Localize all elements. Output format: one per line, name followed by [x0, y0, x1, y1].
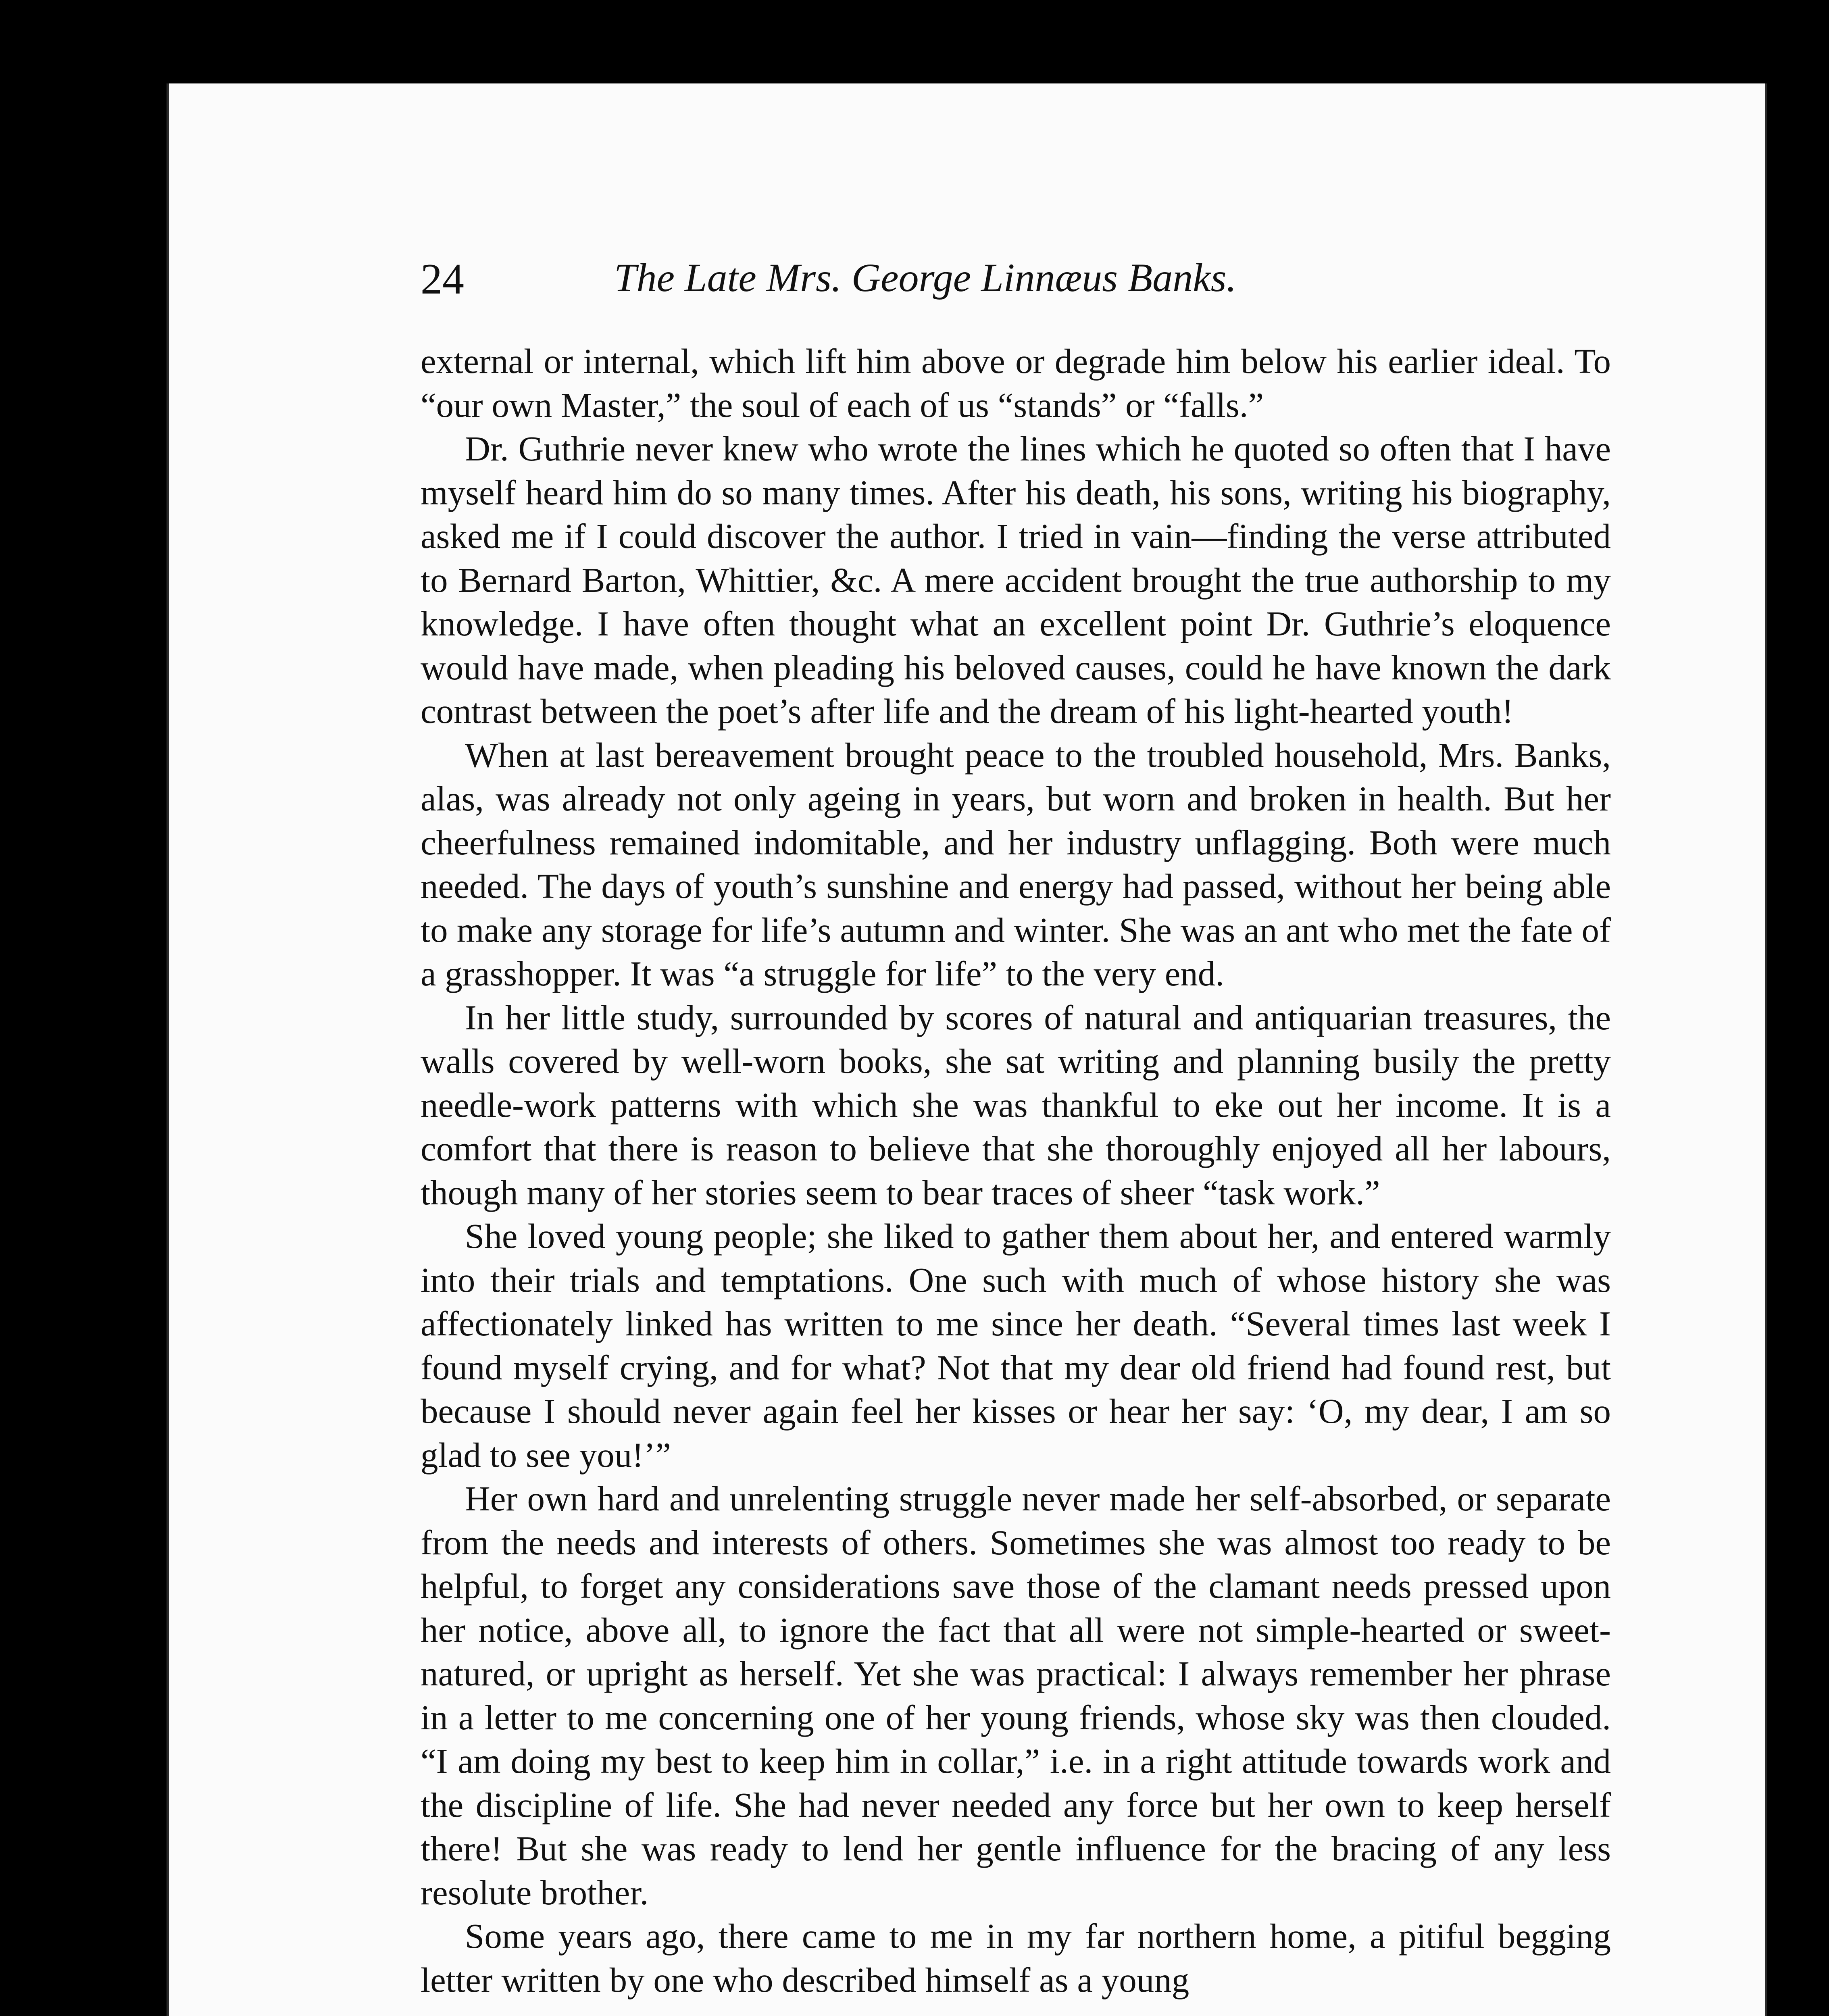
paragraph: Dr. Guthrie never knew who wrote the lines which he quoted so often that I have myself heard him do so many times. After his death, his sons, writing his biography, asked me if I could discover the author. I tried in vain—finding the verse attributed to Bernard Barton, Whittier, &c. A mere accident brought the true authorship to my knowledge. I have often thought what an excellent point Dr. Guthrie’s eloquence would have made, when pleading his beloved causes, could he have known the dark contrast between the poet’s after life and the dream of his light-hearted youth! — [421, 429, 1611, 731]
running-title: The Late Mrs. George Linnæus Banks. — [614, 255, 1237, 300]
paragraph: Some years ago, there came to me in my far northern home, a pitiful begging letter written by one who described himself as a young — [421, 1916, 1611, 1999]
paragraph: Her own hard and unrelenting struggle never made her self-absorbed, or separate from the needs and interests of others. Sometimes she was almost too ready to be helpful, to forget any considerations save those of the clamant needs pressed upon her notice, above all, to ignore the fact that all were not simple-hearted or sweet-natured, or upright as herself. Yet she was practical: I always remember her phrase in a letter to me concerning one of her young friends, whose sky was then clouded. “I am doing my best to keep him in collar,” i.e. in a right attitude towards work and the discipline of life. She had never needed any force but her own to keep herself there! But she was ready to lend her gentle influence for the bracing of any less resolute brother. — [421, 1479, 1611, 1912]
paragraph: When at last bereavement brought peace to the troubled household, Mrs. Banks, alas, was already not only ageing in years, but worn and broken in health. But her cheerfulness remained indomitable, and her industry unflagging. Both were much needed. The days of youth’s sunshine and energy had passed, without her being able to make any storage for life’s autumn and winter. She was an ant who met the fate of a grasshopper. It was “a struggle for life” to the very end. — [421, 735, 1611, 993]
page-number: 24 — [421, 255, 464, 303]
paragraph: She loved young people; she liked to gather them about her, and entered warmly into their trials and temptations. One such with much of whose history she was affectionately linked has written to me since her death. “Several times last week I found myself crying, and for what? Not that my dear old friend had found rest, but because I should never again feel her kisses or hear her say: ‘O, my dear, I am so glad to see you!’” — [421, 1216, 1611, 1475]
paragraph: external or internal, which lift him above or degrade him below his earlier ideal. To “our own Master,” the soul of each of us “stands” or “falls.” — [421, 342, 1611, 425]
paragraph: In her little study, surrounded by scores of natural and antiquarian treasures, the walls covered by well-worn books, she sat writing and planning busily the pretty needle-work patterns with which she was thankful to eke out her income. It is a comfort that there is reason to believe that she thoroughly enjoyed all her labours, though many of her stories seem to bear traces of sheer “task work.” — [421, 998, 1611, 1212]
book-page — [167, 83, 1767, 2016]
page-header — [421, 254, 1611, 323]
body-text — [421, 339, 1611, 2002]
